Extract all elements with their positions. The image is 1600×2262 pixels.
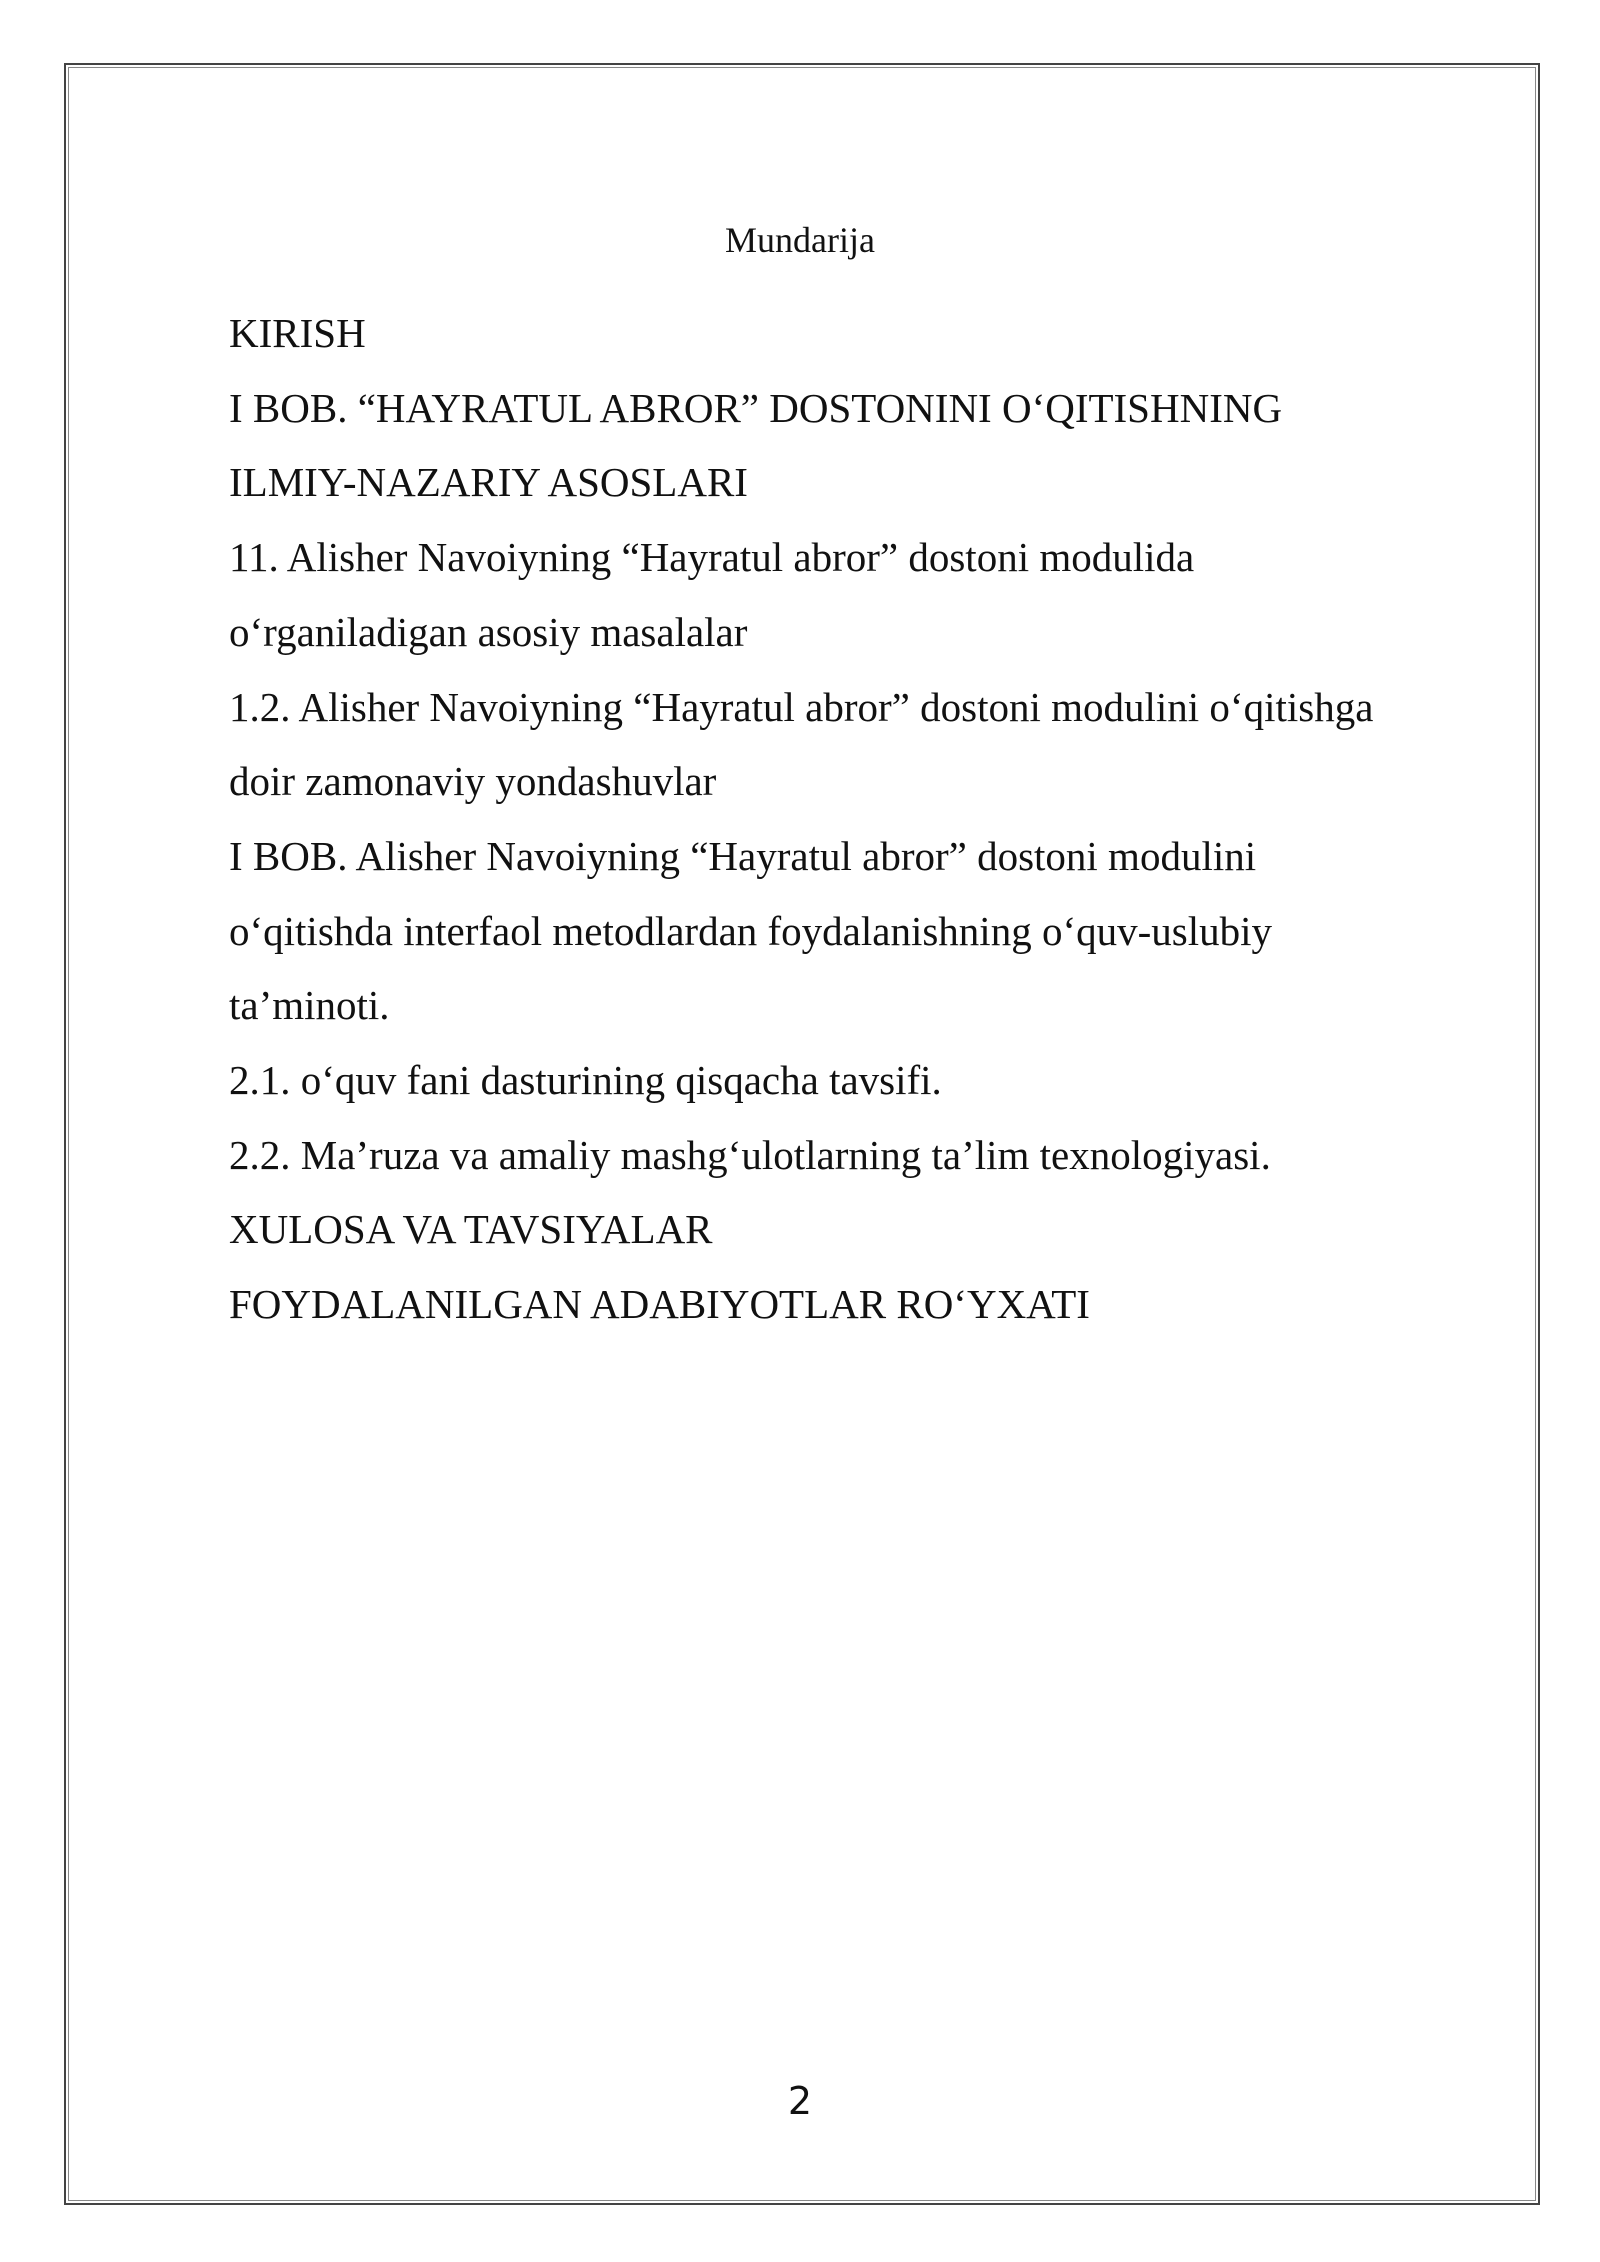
toc-line: o‘rganiladigan asosiy masalalar	[229, 608, 748, 655]
toc-line: 2.1. o‘quv fani dasturining qisqacha tavsifi.	[229, 1057, 942, 1104]
page-number: 2	[787, 2079, 813, 2123]
toc-line: 1.2. Alisher Navoiyning “Hayratul abror” dostoni modulini o‘qitishga	[229, 683, 1374, 730]
toc-heading: Mundarija	[725, 220, 875, 260]
toc-line: ta’minoti.	[229, 982, 390, 1029]
toc-line: 11. Alisher Navoiyning “Hayratul abror” dostoni modulida	[229, 534, 1195, 581]
toc-line: ILMIY-NAZARIY ASOSLARI	[229, 459, 748, 506]
toc-line: I BOB. Alisher Navoiyning “Hayratul abror” dostoni modulini	[229, 832, 1257, 879]
toc-line: o‘qitishda interfaol metodlardan foydalanishning o‘quv-uslubiy	[229, 907, 1272, 954]
toc-line: doir zamonaviy yondashuvlar	[229, 758, 717, 805]
toc-line: FOYDALANILGAN ADABIYOTLAR RO‘YXATI	[229, 1281, 1090, 1328]
toc-line: XULOSA VA TAVSIYALAR	[229, 1206, 713, 1253]
table-of-contents	[229, 296, 1479, 1342]
toc-line: I BOB. “HAYRATUL ABROR” DOSTONINI O‘QITISHNING	[229, 384, 1283, 431]
toc-line: 2.2. Ma’ruza va amaliy mashg‘ulotlarning ta’lim texnologiyasi.	[229, 1131, 1271, 1178]
toc-line: KIRISH	[229, 310, 366, 356]
